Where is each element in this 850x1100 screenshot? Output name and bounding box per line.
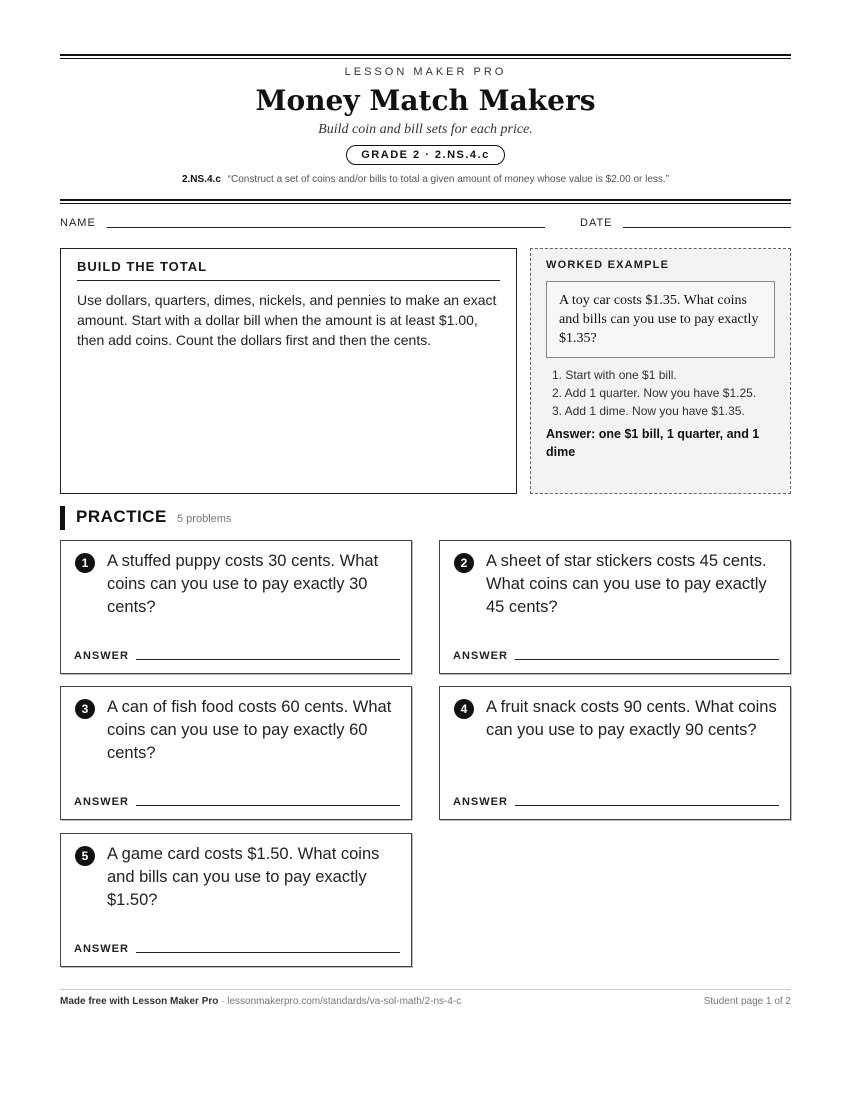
problem-number-badge: 1 (75, 553, 95, 573)
worked-example-step: 1. Start with one $1 bill. (552, 368, 677, 382)
grade-badge-wrap (60, 145, 791, 165)
worksheet-page (60, 0, 791, 1100)
build-the-total-box (60, 248, 517, 494)
brand-name: LESSON MAKER PRO (344, 66, 507, 78)
intro-heading: BUILD THE TOTAL (77, 259, 500, 281)
footer-credit (60, 996, 461, 1007)
date-field[interactable] (623, 227, 791, 228)
answer-label: ANSWER (453, 650, 508, 662)
standard-code: 2.NS.4.c (181, 174, 221, 185)
date-label: DATE (580, 217, 613, 229)
problem-card-4 (439, 686, 791, 820)
problem-card-2 (439, 540, 791, 674)
header-bottom-rule (60, 199, 791, 204)
answer-label: ANSWER (74, 650, 129, 662)
problem-number-badge: 2 (454, 553, 474, 573)
problem-text: A fruit snack costs 90 cents. What coins can you use to pay exactly 90 cents? (486, 698, 777, 739)
practice-heading: PRACTICE (76, 507, 167, 526)
grade-badge: GRADE 2 · 2.NS.4.c (346, 145, 504, 165)
standard-text: “Construct a set of coins and/or bills to total a given amount of money whose value is $2.00 or less.” (227, 174, 670, 185)
problem-number-badge: 4 (454, 699, 474, 719)
page-subtitle: Build coin and bill sets for each price. (318, 122, 533, 137)
answer-field[interactable] (136, 952, 400, 953)
problem-card-5 (60, 833, 412, 967)
answer-field[interactable] (515, 805, 779, 806)
worked-example-steps (546, 366, 775, 420)
name-field[interactable] (107, 227, 545, 228)
answer-label: ANSWER (453, 796, 508, 808)
problem-text: A game card costs $1.50. What coins and bills can you use to pay exactly $1.50? (107, 845, 380, 909)
header-top-rule (60, 54, 791, 59)
answer-label: ANSWER (74, 796, 129, 808)
problem-text: A sheet of star stickers costs 45 cents. What coins can you use to pay exactly 45 cents? (486, 552, 767, 616)
practice-accent-bar (60, 506, 65, 530)
problem-number-badge: 3 (75, 699, 95, 719)
problem-card-3 (60, 686, 412, 820)
answer-label: ANSWER (74, 943, 129, 955)
practice-count: 5 problems (177, 513, 232, 525)
worked-example-step: 2. Add 1 quarter. Now you have $1.25. (552, 386, 757, 400)
standard-line (60, 174, 791, 185)
answer-field[interactable] (136, 805, 400, 806)
answer-field[interactable] (515, 659, 779, 660)
footer-rule (60, 989, 791, 990)
worked-example-box (530, 248, 791, 494)
footer-url[interactable]: · lessonmakerpro.com/standards/va-sol-math/2-ns-4-c (218, 996, 462, 1007)
problem-number-badge: 5 (75, 846, 95, 866)
footer-page-number: Student page 1 of 2 (703, 996, 791, 1007)
worked-example-step: 3. Add 1 dime. Now you have $1.35. (552, 404, 745, 418)
worked-example-heading: WORKED EXAMPLE (546, 259, 670, 271)
footer-made-with: Made free with Lesson Maker Pro (60, 996, 219, 1007)
name-label: NAME (60, 217, 96, 229)
student-fields (60, 216, 791, 230)
problem-card-1 (60, 540, 412, 674)
page-title: Money Match Makers (255, 84, 596, 117)
worked-example-question: A toy car costs $1.35. What coins and bills can you use to pay exactly $1.35? (546, 281, 775, 358)
problem-text: A can of fish food costs 60 cents. What coins can you use to pay exactly 60 cents? (107, 698, 392, 762)
intro-text: Use dollars, quarters, dimes, nickels, and pennies to make an exact amount. Start with a dollar bill when the amount is at least $1.00, then add coins. Count the dollars first and then the cents. (77, 292, 497, 348)
worked-example-answer: Answer: one $1 bill, 1 quarter, and 1 dime (546, 427, 760, 459)
problem-text: A stuffed puppy costs 30 cents. What coins can you use to pay exactly 30 cents? (107, 552, 379, 616)
answer-field[interactable] (136, 659, 400, 660)
